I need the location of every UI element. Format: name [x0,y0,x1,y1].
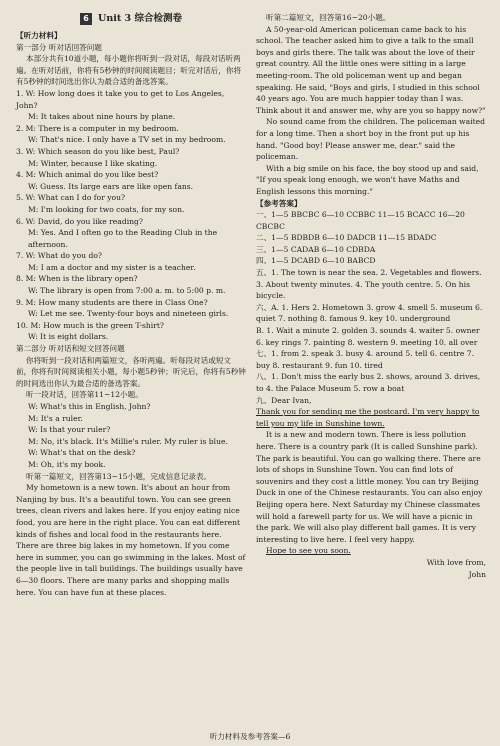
right-heading: 【参考答案】 [256,198,302,208]
right-line: Hope to see you soon. [266,546,351,556]
right-line: With a big smile on his face, the boy stood up and said, "If you speak long enough, we won't have Maths and English lessons this morning." [256,163,479,196]
left-line: M: No, it's black. It's Millie's ruler. My ruler is blue. [28,436,228,446]
unit-badge: 6 [80,13,92,25]
left-line: 本部分共有10道小题，每小题你将听到一段对话，每段对话听两遍。在听对话前，你将有5秒钟的时间阅读题目；听完对话后，你将有5秒钟的时间选出你认为最合适的备选答案。 [16,54,242,87]
left-heading: 【听力材料】 [16,31,62,40]
left-line: M: It's a ruler. [28,413,83,423]
answer-section [256,12,486,580]
left-line: M: Oh, it's my book. [28,459,106,469]
left-line: W: That's nice. I only have a TV set in my bedroom. [28,135,226,145]
left-line: M: It takes about nine hours by plane. [28,112,176,122]
right-line: A 50-year-old American policeman came back to his school. The teacher asked him to give a talk to the small boys and girls there. The talk was about the love of their great country. All the little ones were sitting in a large meeting-room. The old policeman went up and began speaking. He said, "Boys and girls, I studied in this school 40 years ago. You are much happier today than I was. Think about it and answer me, why are you so happy now?" [256,24,486,115]
left-line: W: It is eight dollars. [28,332,109,342]
left-line: 你将听到一段对话和两篇短文，各听两遍。听每段对话或短文前，你将有时间阅读相关小题，每小题5秒钟；听完后，你将有5秒钟的时间选出你认为最合适的备选答案。 [16,355,246,388]
left-line: 2. M: There is a computer in my bedroom. [16,123,179,133]
left-line: W: What's this in English, John? [28,402,151,411]
left-line: My hometown is a new town. It's about an hour from Nanjing by bus. It's a beautiful town. You can see green trees, clean rivers and lakes here. If you enjoy eating nice food, you are here in the right place. You can eat different kinds of fishes and local food in the restaurants here. There are three big lakes in my hometown. If you come here in summer, you can go swimming in the lakes. Most of the people live in tall buildings. The buildings usually have 6—30 floors. There are many parks and shopping malls here. You can have fun at these places. [16,483,246,597]
left-line: 6. W: David, do you like reading? [16,216,143,226]
right-line: 一、1—5 BBCBC 6—10 CCBBC 11—15 BCACC 16—20 CBCBC [256,210,465,231]
left-line: W: Let me see. Twenty-four boys and nineteen girls. [28,309,229,319]
left-line: W: Guess. Its large ears are like open fans. [28,181,194,191]
page-footer: 听力材料及参考答案—6 [209,732,291,741]
left-line: 5. W: What can I do for you? [16,193,126,203]
left-line: W: What's that on the desk? [28,448,136,458]
left-column [16,12,246,598]
left-line: 7. W: What do you do? [16,251,102,261]
left-line: 9. M: How many students are there in Class One? [16,297,208,307]
left-line: 听一段对话，回答第11~12小题。 [26,390,143,400]
title-text: Unit 3 综合检测卷 [98,13,182,25]
left-line: W: Is that your ruler? [28,425,111,435]
right-line: No sound came from the children. The policeman waited for a long time. Then a short boy in the front put up his hand. "Good boy! Please answer me, dear." said the policeman. [256,117,486,162]
left-line: 3. W: Which season do you like best, Paul? [16,146,180,156]
right-line: 八、1. Don't miss the early bus 2. shows, around 3. drives, to 4. the Palace Museum 5. row a boat [256,372,481,393]
right-line: 四、1—5 DCABD 6—10 BABCD [256,256,376,266]
right-line: 二、1—5 BDBDB 6—10 DADCB 11—15 BDADC [256,233,437,243]
right-line: B. 1. Wait a minute 2. golden 3. sounds 4. waiter 5. owner 6. key rings 7. painting 8. western 9. meeting 10. all over [256,326,480,347]
right-line: 三、1—5 CADAB 6—10 CDBDA [256,244,376,254]
left-line: 第二部分 听对话和短文回答问题 [16,344,125,354]
right-line: 七、1. from 2. speak 3. busy 4. around 5. tell 6. centre 7. buy 8. restaurant 9. fun 10. tired [256,349,474,370]
left-line: M: Yes. And I often go to the Reading Club in the afternoon. [28,228,218,249]
left-line: 4. M: Which animal do you like best? [16,170,159,180]
columns [16,12,486,598]
right-line: 听第二篇短文，回答第16~20小题。 [266,13,391,22]
right-line: With love from, [426,557,486,567]
page-title [16,12,246,26]
right-line: 九、Dear Ivan, [256,395,312,405]
left-line: 第一部分 听对话回答问题 [16,42,102,52]
left-line: M: I'm looking for two coats, for my son. [28,204,185,214]
listening-material [16,30,246,598]
left-line: 听第一篇短文，回答第13~15小题，完成信息记录表。 [26,471,212,481]
right-line: 六、A. 1. Hers 2. Hometown 3. grow 4. smell 5. museum 6. quiet 7. nothing 8. famous 9. key 10. underground [256,302,483,324]
left-line: W: The library is open from 7:00 a. m. to 5:00 p. m. [28,286,226,296]
left-line: M: I am a doctor and my sister is a teacher. [28,262,196,272]
left-line: 10. M: How much is the green T-shirt? [16,320,164,330]
right-line: It is a new and modern town. There is less pollution here. There is a country park (It is called Sunshine park). The park is beautiful. You can go walking there. There are lots of shops in Sunshine Town. You can find lots of souvenirs and they cost a little money. You can try Beijing Duck in one of the Chinese restaurants. You can also enjoy Beijing opera here. Next Saturday my Chinese classmates will hold a farewell party for us. We will have a picnic in the park. We will also play different ball games. It is very interesting to live here. I feel very happy. [256,430,483,544]
right-line: Thank you for sending me the postcard. I'm very happy to tell you my life in Sunshine town. [256,407,480,428]
right-column [256,12,486,598]
left-line: M: Winter, because I like skating. [28,158,158,168]
left-line: 8. M: When is the library open? [16,274,138,284]
left-line: 1. W: How long does it take you to get to Los Angeles, John? [16,88,225,110]
right-line: 五、1. The town is near the sea. 2. Vegetables and flowers. 3. About twenty minutes. 4. The youth centre. 5. On his bicycle. [256,268,482,301]
right-line: John [468,569,486,579]
